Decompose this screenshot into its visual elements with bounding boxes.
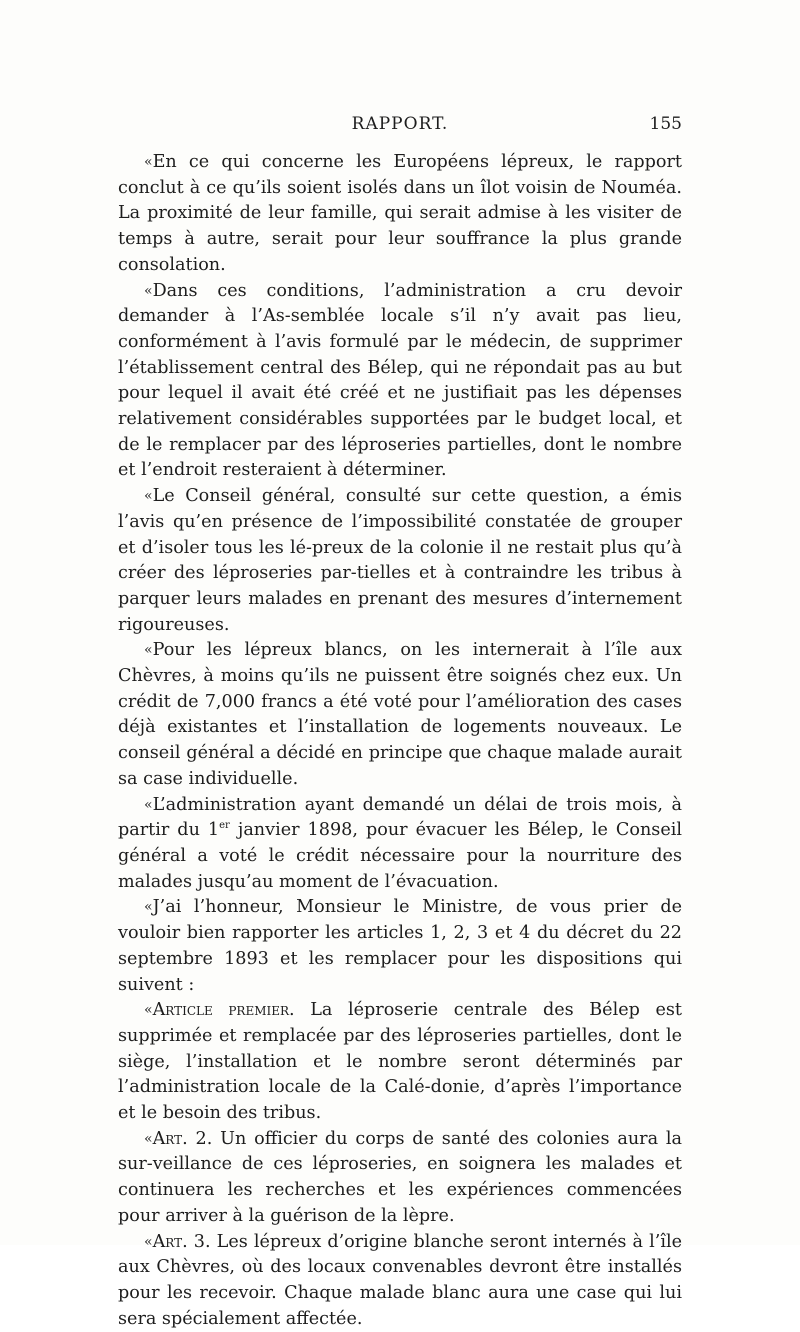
paragraph-request-minister [118,895,682,998]
opening-quote: « [144,282,153,299]
paragraph-text: La léproserie centrale des Bélep est supprimée et remplacée par des léproseries partielles, dont le siège, l’installation et le nombre seront déterminés par l’administration locale de la Calé-donie, d’après l’importance et le besoin des tribus. [118,1000,682,1124]
paragraph-text: Pour les lépreux blancs, on les internerait à l’île aux Chèvres, à moins qu’ils ne puissent être soignés chez eux. Un crédit de 7,000 francs a été voté pour l’amélioration des cases déjà existantes et l’installation de logements nouveaux. Le conseil général a décidé en principe que chaque malade aurait sa case individuelle. [118,640,682,789]
paragraph-text: En ce qui concerne les Européens lépreux, le rapport conclut à ce qu’ils soient isolés dans un îlot voisin de Nouméa. La proximité de leur famille, qui serait admise à les visiter de temps à autre, serait pour leur souffrance la plus grande consolation. [118,152,682,275]
paragraph-text-before: L’administration ayant demandé un délai de trois mois, à partir du 1 [118,794,682,841]
opening-quote: « [144,642,153,659]
opening-quote: « [144,1130,153,1147]
opening-quote: « [144,796,153,813]
opening-quote: « [144,154,153,170]
body-text [118,150,682,1332]
opening-quote: « [144,1002,153,1019]
paragraph-text: Un officier du corps de santé des colonies aura la sur-veillance de ces léproseries, en soignera les malades et continuera les recherches et les expériences commencées pour arriver à la guérison de la lèpre. [118,1128,682,1226]
paragraph-text: Dans ces conditions, l’administration a cru devoir demander à l’As-semblée locale s’il n’y avait pas lieu, conformément à l’avis formulé par le médecin, de supprimer l’établissement central des Bélep, qui ne répondait pas au but pour lequel il avait été créé et ne justifiait pas les dépenses relativement considérables supportées par le budget local, et de le remplacer par des léproseries partielles, dont le nombre et l’endroit resteraient à déterminer. [118,280,682,481]
ordinal-superscript: er [219,820,230,832]
running-title: RAPPORT. [351,114,449,134]
article-label: Art. 2. [152,1128,213,1149]
opening-quote: « [144,488,153,505]
paragraph-article-1 [118,998,682,1127]
paragraph-european-lepers [118,150,682,279]
paragraph-conditions [118,279,682,485]
article-label: Article premier. [152,1000,295,1021]
paragraph-white-lepers [118,638,682,792]
article-label: Art. 3. [152,1231,211,1252]
paragraph-text: Le Conseil général, consulté sur cette question, a émis l’avis qu’en présence de l’impossibilité constatée de grouper et d’isoler tous les lé-preux de la colonie il ne restait plus qu’à créer des léproseries par-tielles et à contraindre les tribus à parquer leurs malades en prenant des mesures d’internement rigoureuses. [118,486,682,635]
page-number: 155 [649,114,682,134]
paragraph-article-2 [118,1127,682,1230]
paragraph-conseil-general [118,484,682,638]
paragraph-text: J’ai l’honneur, Monsieur le Ministre, de vous prier de vouloir bien rapporter les articles 1, 2, 3 et 4 du décret du 22 septembre 1893 et les remplacer pour les dispositions qui suivent : [118,897,682,995]
paragraph-text-after: janvier 1898, pour évacuer les Bélep, le Conseil général a voté le crédit nécessaire pour la nourriture des malades jusqu’au moment de l’évacuation. [118,820,682,892]
opening-quote: « [144,899,153,916]
opening-quote: « [144,1233,153,1250]
paragraph-text: Les lépreux d’origine blanche seront internés à l’île aux Chèvres, où des locaux convenables devront être installés pour les recevoir. Chaque malade blanc aura une case qui lui sera spécialement affectée. [118,1231,682,1329]
page-header [118,114,682,140]
paragraph-evacuation [118,793,682,896]
